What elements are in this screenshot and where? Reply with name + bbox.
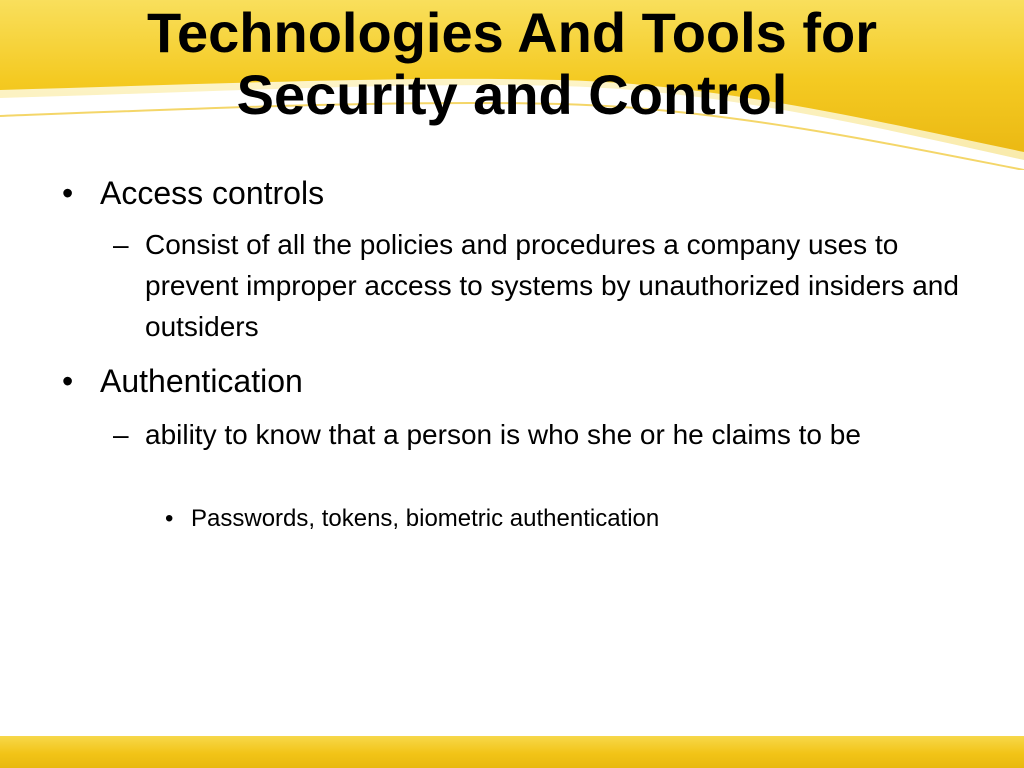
title-line-2: Security and Control — [236, 63, 788, 126]
bullet-text: Access controls — [100, 175, 325, 211]
dash-marker: – — [113, 419, 129, 450]
footer-band — [0, 736, 1024, 768]
bullet-marker: • — [165, 505, 174, 532]
sub-bullet-text: ability to know that a person is who she or he claims to be — [145, 419, 861, 450]
bullet-marker: • — [62, 363, 74, 399]
dash-marker: – — [113, 229, 129, 260]
sub-sub-bullet-text: Passwords, tokens, biometric authentication — [191, 505, 660, 532]
sub-bullet-text: Consist of all the policies and procedures a company uses to prevent improper access to systems by unauthorized insiders and outsiders — [145, 229, 959, 342]
title-line-1: Technologies And Tools for — [146, 1, 878, 64]
bullet-marker: • — [62, 175, 74, 211]
bullet-text: Authentication — [100, 363, 303, 399]
